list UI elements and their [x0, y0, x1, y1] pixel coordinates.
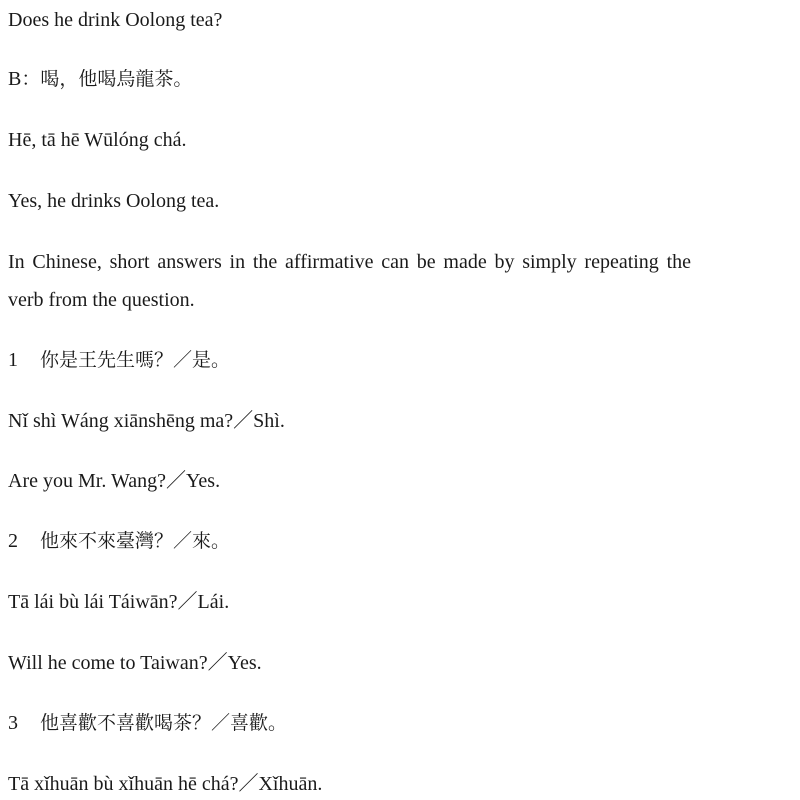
example-3-chinese-line — [8, 711, 287, 735]
example-chinese: 他來不來臺灣？／來。 — [40, 530, 231, 552]
example-chinese: 他喜歡不喜歡喝茶？／喜歡。 — [40, 712, 288, 734]
example-3-pinyin: Tā xǐhuān bù xǐhuān hē chá?／Xǐhuān. — [8, 773, 323, 795]
answer-b-line — [8, 67, 192, 91]
grammar-explanation: In Chinese, short answers in the affirmative can be made by simply repeating the verb from the question. — [8, 251, 691, 311]
example-2-english: Will he come to Taiwan?／Yes. — [8, 652, 262, 674]
question-translation: Does he drink Oolong tea? — [8, 9, 223, 31]
answer-b-translation: Yes, he drinks Oolong tea. — [8, 190, 220, 212]
example-2-pinyin: Tā lái bù lái Táiwān?／Lái. — [8, 591, 230, 613]
example-1-pinyin: Nǐ shì Wáng xiānshēng ma?／Shì. — [8, 410, 285, 432]
answer-b-chinese: ：喝，他喝烏龍茶。 — [21, 68, 193, 90]
example-1-chinese-line — [8, 348, 230, 372]
example-number: 2 — [8, 530, 18, 552]
example-chinese: 你是王先生嗎？／是。 — [40, 349, 231, 371]
answer-b-pinyin: Hē, tā hē Wūlóng chá. — [8, 129, 187, 151]
example-2-chinese-line — [8, 529, 230, 553]
example-number: 3 — [8, 712, 18, 734]
speaker-label: B — [8, 68, 22, 90]
example-1-english: Are you Mr. Wang?／Yes. — [8, 470, 221, 492]
example-number: 1 — [8, 349, 18, 371]
